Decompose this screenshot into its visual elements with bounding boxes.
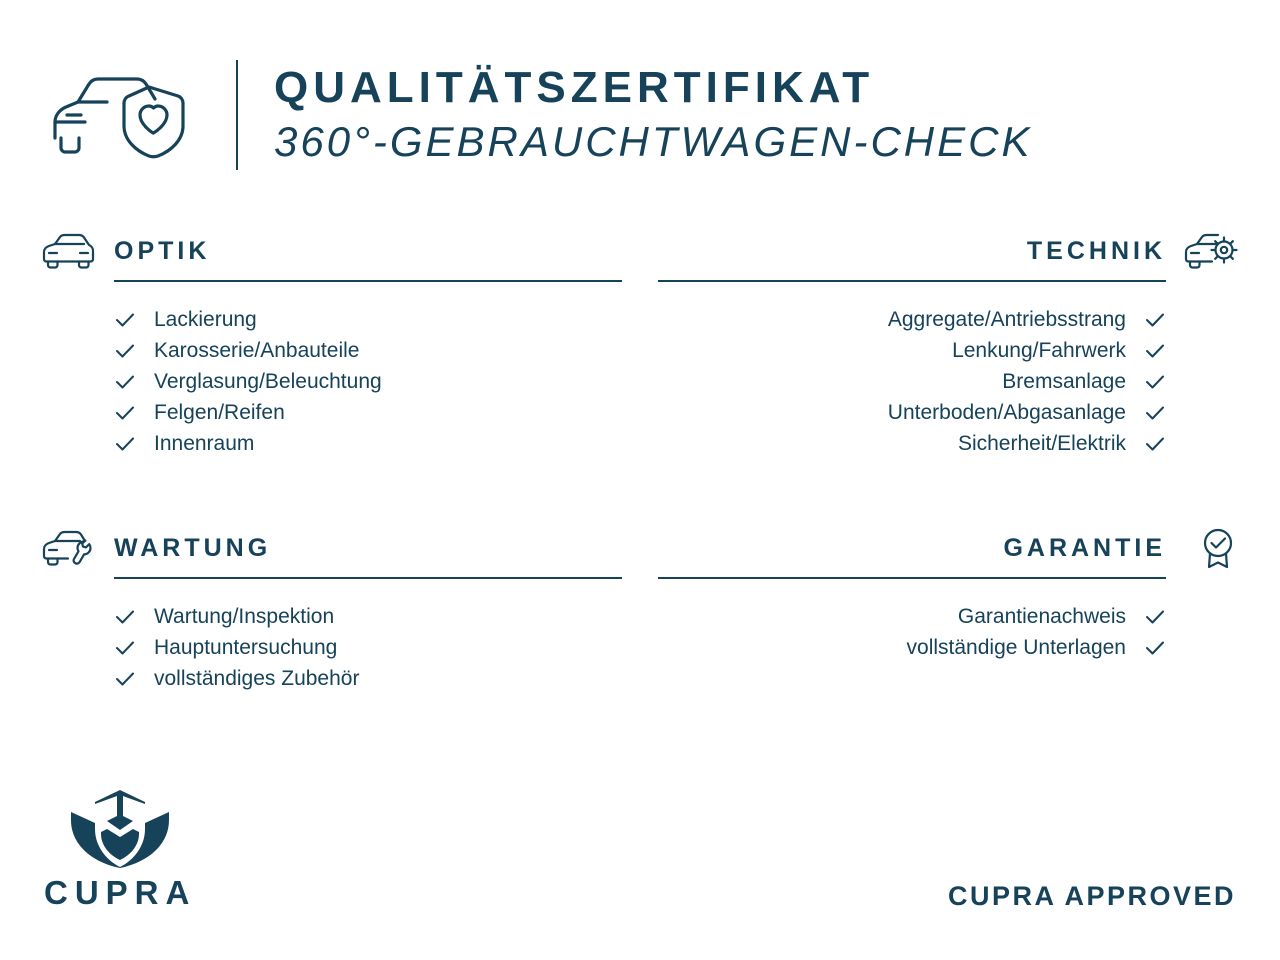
car-shield-heart-icon bbox=[40, 60, 200, 170]
list-item-label: Unterboden/Abgasanlage bbox=[887, 401, 1126, 424]
list-item-label: Verglasung/Beleuchtung bbox=[154, 370, 382, 393]
section-title: GARANTIE bbox=[1003, 533, 1166, 562]
check-icon bbox=[1144, 309, 1166, 331]
section-optik bbox=[0, 228, 640, 459]
list-item bbox=[40, 335, 622, 366]
section-title: WARTUNG bbox=[114, 533, 272, 562]
list-item bbox=[658, 428, 1240, 459]
list-item-label: Lenkung/Fahrwerk bbox=[952, 339, 1126, 362]
list-item-label: Karosserie/Anbauteile bbox=[154, 339, 360, 362]
check-icon bbox=[114, 433, 136, 455]
list-item bbox=[40, 601, 622, 632]
seal-check-icon bbox=[1180, 525, 1240, 571]
checklist-optik bbox=[40, 304, 622, 459]
checklist-garantie bbox=[658, 601, 1240, 663]
section-header-technik bbox=[658, 228, 1240, 274]
list-item bbox=[658, 366, 1240, 397]
check-icon bbox=[1144, 606, 1166, 628]
list-item-label: Wartung/Inspektion bbox=[154, 605, 335, 628]
list-item bbox=[658, 304, 1240, 335]
check-icon bbox=[114, 309, 136, 331]
check-icon bbox=[1144, 371, 1166, 393]
section-header-optik bbox=[40, 228, 622, 274]
list-item bbox=[40, 366, 622, 397]
header-divider bbox=[236, 60, 238, 170]
car-gear-icon bbox=[1180, 228, 1240, 274]
list-item bbox=[40, 428, 622, 459]
section-technik bbox=[640, 228, 1280, 459]
document-header bbox=[0, 40, 1280, 190]
section-wartung bbox=[0, 525, 640, 694]
check-icon bbox=[114, 340, 136, 362]
approved-label: CUPRA APPROVED bbox=[947, 881, 1236, 911]
sections-grid bbox=[0, 228, 1280, 694]
list-item-label: Sicherheit/Elektrik bbox=[957, 432, 1126, 455]
sections-row-1 bbox=[0, 228, 1280, 459]
section-garantie bbox=[640, 525, 1280, 694]
sections-row-2 bbox=[0, 525, 1280, 694]
section-header-wartung bbox=[40, 525, 622, 571]
list-item bbox=[40, 632, 622, 663]
list-item-label: Lackierung bbox=[154, 308, 257, 331]
checklist-technik bbox=[658, 304, 1240, 459]
cupra-logo-icon bbox=[61, 790, 179, 868]
brand-wordmark: CUPRA bbox=[44, 874, 197, 911]
list-item-label: Bremsanlage bbox=[1002, 370, 1126, 393]
check-icon bbox=[114, 371, 136, 393]
check-icon bbox=[114, 606, 136, 628]
header-titles bbox=[274, 63, 1032, 168]
list-item bbox=[40, 397, 622, 428]
check-icon bbox=[114, 402, 136, 424]
car-front-icon bbox=[40, 228, 100, 274]
list-item-label: Hauptuntersuchung bbox=[154, 636, 338, 659]
check-icon bbox=[114, 637, 136, 659]
list-item bbox=[658, 335, 1240, 366]
section-rule bbox=[114, 577, 622, 579]
check-icon bbox=[1144, 433, 1166, 455]
section-header-garantie bbox=[658, 525, 1240, 571]
list-item-label: Aggregate/Antriebsstrang bbox=[887, 308, 1126, 331]
list-item-label: Innenraum bbox=[154, 432, 255, 455]
list-item-label: vollständiges Zubehör bbox=[154, 667, 360, 690]
page-subtitle: 360°-GEBRAUCHTWAGEN-CHECK bbox=[274, 118, 1033, 166]
checklist-wartung bbox=[40, 601, 622, 694]
page-title: QUALITÄTSZERTIFIKAT bbox=[274, 62, 875, 112]
check-icon bbox=[1144, 402, 1166, 424]
section-rule bbox=[658, 280, 1166, 282]
brand-block bbox=[44, 790, 196, 912]
section-rule bbox=[658, 577, 1166, 579]
section-title: OPTIK bbox=[114, 236, 211, 265]
check-icon bbox=[1144, 340, 1166, 362]
list-item bbox=[658, 397, 1240, 428]
list-item bbox=[658, 601, 1240, 632]
list-item-label: vollständige Unterlagen bbox=[906, 636, 1126, 659]
check-icon bbox=[114, 668, 136, 690]
car-wrench-icon bbox=[40, 525, 100, 571]
document-footer bbox=[0, 790, 1280, 912]
list-item-label: Garantienachweis bbox=[957, 605, 1126, 628]
list-item bbox=[658, 632, 1240, 663]
list-item bbox=[40, 663, 622, 694]
list-item-label: Felgen/Reifen bbox=[154, 401, 285, 424]
section-rule bbox=[114, 280, 622, 282]
check-icon bbox=[1144, 637, 1166, 659]
list-item bbox=[40, 304, 622, 335]
section-title: TECHNIK bbox=[1026, 236, 1166, 265]
